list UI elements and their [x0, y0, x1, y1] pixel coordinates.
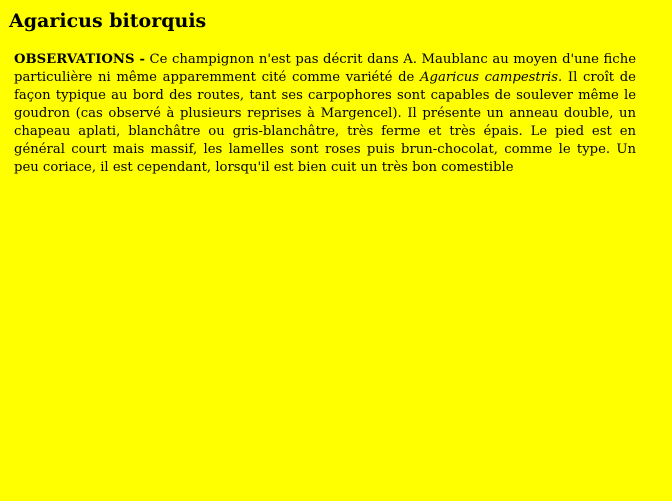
observations-text-part2: Il croît de façon typique au bord des routes, tant ses carpophores sont capables de soulever même le goudron (cas observé à plusieurs reprises à Margencel). Il présente un anneau double, un chapeau aplati, blanchâtre ou gris-blanchâtre, très ferme et très épais. Le pied est en général court mais massif, les lamelles sont roses puis brun-chocolat, comme le type. Un peu coriace, il est cependant, lorsqu'il est bien cuit un très bon comestible [14, 70, 636, 175]
observations-label: OBSERVATIONS - [14, 52, 145, 67]
observations-paragraph [14, 51, 636, 177]
observations-text-part1: Ce champignon n'est pas décrit dans A. Maublanc au moyen d'une fiche particulière ni même apparemment cité comme variété de [14, 52, 636, 85]
page-title: Agaricus bitorquis [9, 10, 207, 32]
species-name: Agaricus campestris. [420, 70, 563, 85]
